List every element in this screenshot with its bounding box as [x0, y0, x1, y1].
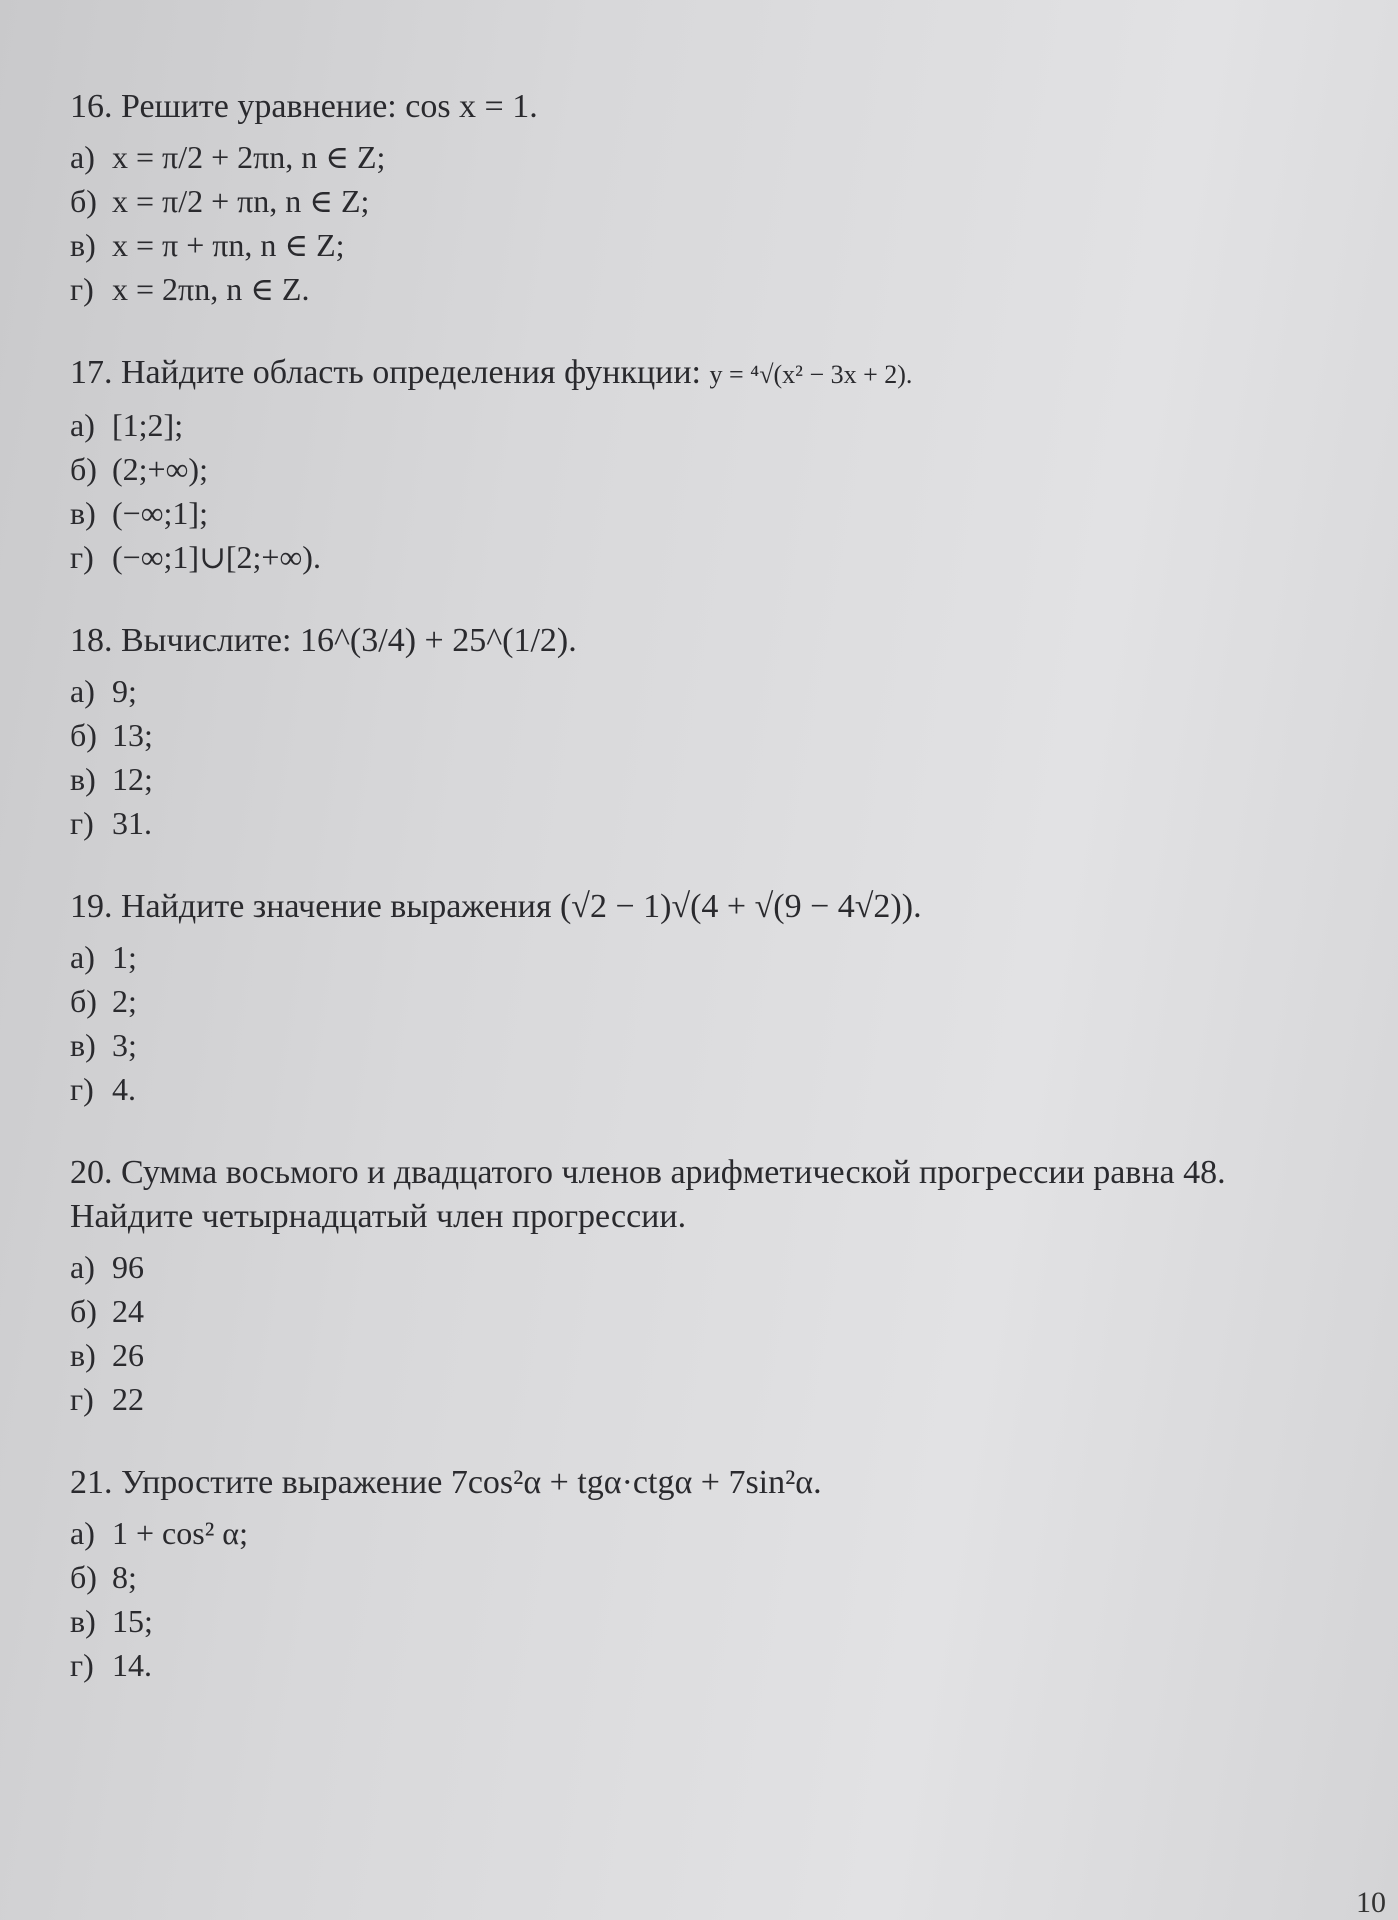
option-a: а) 1;: [70, 939, 137, 975]
question-20: [70, 1151, 1330, 1421]
question-title: 19. Найдите значение выражения (√2 − 1)√(4 + √(9 − 4√2)).: [70, 888, 922, 925]
option-b: б) 2;: [70, 983, 137, 1019]
page-number: 10: [1356, 1886, 1386, 1919]
question-title: 16. Решите уравнение: cos x = 1.: [70, 88, 538, 125]
question-title: 20. Сумма восьмого и двадцатого членов арифметической прогрессии равна 48.: [70, 1154, 1226, 1191]
option-b: б) 13;: [70, 717, 153, 753]
question-17: [70, 351, 1330, 579]
option-a: а) 96: [70, 1249, 144, 1285]
question-19: [70, 885, 1330, 1111]
option-g: г) (−∞;1]∪[2;+∞).: [70, 539, 321, 575]
question-16: [70, 85, 1330, 311]
option-v: в) 26: [70, 1337, 144, 1373]
formula: 16^(3/4) + 25^(1/2).: [299, 622, 577, 659]
option-b: б) 8;: [70, 1559, 137, 1595]
formula: y = ⁴√(x² − 3x + 2).: [709, 360, 913, 389]
option-a: а) [1;2];: [70, 407, 184, 443]
option-a: а) 9;: [70, 673, 137, 709]
formula: 7cos²α + tgα·ctgα + 7sin²α.: [450, 1464, 822, 1501]
option-b: б) 24: [70, 1293, 144, 1329]
question-21: [70, 1461, 1330, 1687]
option-g: г) x = 2πn, n ∈ Z.: [70, 271, 310, 307]
option-v: в) (−∞;1];: [70, 495, 208, 531]
option-g: г) 31.: [70, 805, 152, 841]
option-v: в) 15;: [70, 1603, 153, 1639]
option-g: г) 14.: [70, 1647, 152, 1683]
question-title: 18. Вычислите: 16^(3/4) + 25^(1/2).: [70, 622, 577, 659]
option-g: г) 22: [70, 1381, 144, 1417]
option-b: б) (2;+∞);: [70, 451, 208, 487]
option-v: в) x = π + πn, n ∈ Z;: [70, 227, 345, 263]
question-title: 17. Найдите область определения функции: y = ⁴√(x² − 3x + 2).: [70, 354, 913, 391]
test-page: [70, 85, 1330, 1727]
formula: (√2 − 1)√(4 + √(9 − 4√2)).: [559, 888, 922, 925]
option-a: а) x = π/2 + 2πn, n ∈ Z;: [70, 139, 386, 175]
option-b: б) x = π/2 + πn, n ∈ Z;: [70, 183, 370, 219]
question-title-line2: Найдите четырнадцатый член прогрессии.: [70, 1198, 687, 1235]
question-18: [70, 619, 1330, 845]
option-v: в) 3;: [70, 1027, 137, 1063]
option-g: г) 4.: [70, 1071, 136, 1107]
option-v: в) 12;: [70, 761, 153, 797]
option-a: а) 1 + cos² α;: [70, 1515, 248, 1551]
question-title: 21. Упростите выражение 7cos²α + tgα·ctgα + 7sin²α.: [70, 1464, 822, 1501]
